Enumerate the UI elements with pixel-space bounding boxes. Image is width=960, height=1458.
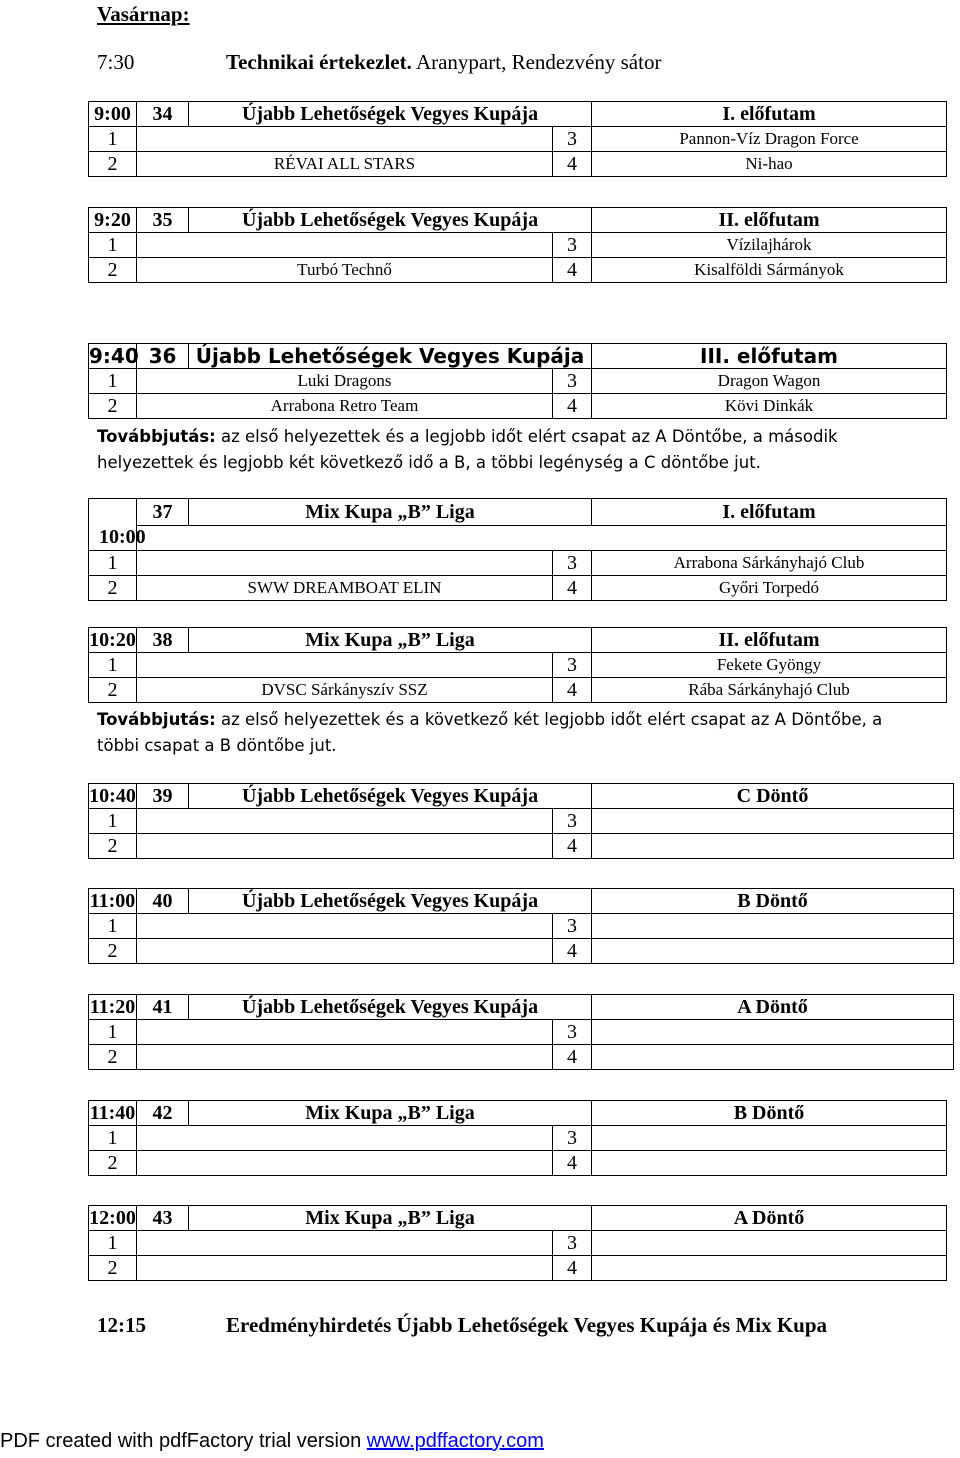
race-number: 37 (137, 499, 189, 526)
team-name (137, 551, 553, 576)
lane-number: 4 (553, 834, 592, 859)
lane-number: 2 (89, 152, 137, 177)
race-time: 9:00 (89, 102, 137, 127)
team-name (592, 809, 954, 834)
lane-number: 4 (553, 394, 592, 419)
race-cup: Újabb Lehetőségek Vegyes Kupája (189, 784, 592, 809)
team-name (137, 1231, 553, 1256)
team-name: Ni-hao (592, 152, 947, 177)
lane-number: 2 (89, 1151, 137, 1176)
lane-number: 2 (89, 394, 137, 419)
race-table (88, 627, 947, 703)
lane-number: 3 (553, 809, 592, 834)
team-name (137, 127, 553, 152)
race-time: 9:40 (89, 344, 139, 368)
team-name: Kövi Dinkák (592, 394, 947, 419)
team-name (137, 1020, 553, 1045)
team-name (592, 1126, 947, 1151)
team-name: RÉVAI ALL STARS (137, 152, 553, 177)
lane-number: 4 (553, 258, 592, 283)
closing-text: Eredményhirdetés Újabb Lehetőségek Vegyes Kupája és Mix Kupa (226, 1313, 828, 1337)
race-heat: I. előfutam (592, 499, 947, 526)
lane-number: 1 (89, 233, 137, 258)
race-number: 34 (137, 102, 189, 127)
race-heat: C Döntő (592, 784, 954, 809)
race-heat: II. előfutam (592, 628, 947, 653)
lane-number: 1 (89, 809, 137, 834)
lane-number: 4 (553, 1256, 592, 1281)
race-heat: B Döntő (592, 889, 954, 914)
team-name: Arrabona Sárkányhajó Club (592, 551, 947, 576)
race-table (88, 498, 947, 601)
team-name: Pannon-Víz Dragon Force (592, 127, 947, 152)
team-name (137, 939, 553, 964)
team-name: Turbó Technő (137, 258, 553, 283)
team-name: DVSC Sárkányszív SSZ (137, 678, 553, 703)
lane-number: 1 (89, 1020, 137, 1045)
advancement-text: az első helyezettek és a következő két legjobb időt elért csapat az A Döntőbe, a többi csapat a B döntőbe jut. (97, 710, 883, 755)
team-name (592, 1256, 947, 1281)
team-name (592, 1231, 947, 1256)
race-heat: B Döntő (592, 1101, 947, 1126)
lane-number: 3 (553, 233, 592, 258)
lane-number: 1 (89, 551, 137, 576)
team-name (137, 834, 553, 859)
race-cup: Mix Kupa „B” Liga (189, 1206, 592, 1231)
lane-number: 2 (89, 939, 137, 964)
race-heat: A Döntő (592, 1206, 947, 1231)
lane-number: 2 (89, 576, 137, 601)
team-name: Kisalföldi Sármányok (592, 258, 947, 283)
team-name (137, 809, 553, 834)
team-name (592, 1045, 954, 1070)
race-number: 36 (137, 344, 189, 369)
team-name: Vízilajhárok (592, 233, 947, 258)
race-table (88, 1100, 947, 1176)
race-time: 10:20 (89, 629, 136, 651)
opening-title: Technikai értekezlet. (226, 50, 412, 74)
lane-number: 2 (89, 1256, 137, 1281)
team-name (592, 1151, 947, 1176)
race-time: 12:00 (89, 1207, 136, 1229)
lane-number: 4 (553, 939, 592, 964)
race-spacer (137, 526, 947, 551)
race-heat: III. előfutam (592, 344, 947, 369)
race-table (88, 888, 954, 964)
race-cup: Újabb Lehetőségek Vegyes Kupája (189, 995, 592, 1020)
day-title: Vasárnap: (97, 2, 190, 26)
race-table (88, 343, 947, 419)
lane-number: 3 (553, 369, 592, 394)
lane-number: 3 (553, 653, 592, 678)
team-name (137, 233, 553, 258)
team-name (592, 1020, 954, 1045)
lane-number: 1 (89, 1126, 137, 1151)
lane-number: 4 (553, 576, 592, 601)
race-time: 11:40 (89, 1102, 136, 1124)
lane-number: 3 (553, 551, 592, 576)
advancement-text: az első helyezettek és a legjobb időt elért csapat az A Döntőbe, a második helyezettek és legjobb két következő idő a B, a többi legénység a C döntőbe jut. (97, 427, 838, 472)
team-name: Fekete Gyöngy (592, 653, 947, 678)
pdf-footer (0, 1430, 544, 1453)
team-name: Arrabona Retro Team (137, 394, 553, 419)
lane-number: 4 (553, 678, 592, 703)
race-time: 10:00 (89, 499, 137, 551)
race-time: 11:20 (89, 996, 136, 1018)
lane-number: 1 (89, 653, 137, 678)
race-heat: I. előfutam (592, 102, 947, 127)
advancement-note-1 (97, 424, 927, 476)
team-name: Rába Sárkányhajó Club (592, 678, 947, 703)
advancement-note-2 (97, 707, 927, 759)
race-cup: Mix Kupa „B” Liga (189, 628, 592, 653)
race-table (88, 207, 947, 283)
lane-number: 2 (89, 258, 137, 283)
lane-number: 3 (553, 914, 592, 939)
race-table (88, 101, 947, 177)
team-name: Luki Dragons (137, 369, 553, 394)
race-number: 39 (137, 784, 189, 809)
race-number: 38 (137, 628, 189, 653)
lane-number: 4 (553, 1045, 592, 1070)
race-time: 11:00 (89, 890, 136, 912)
lane-number: 3 (553, 1231, 592, 1256)
opening-time: 7:30 (97, 50, 135, 74)
lane-number: 1 (89, 369, 137, 394)
race-heat: II. előfutam (592, 208, 947, 233)
race-cup: Mix Kupa „B” Liga (189, 499, 592, 526)
race-number: 40 (137, 889, 189, 914)
team-name (137, 914, 553, 939)
team-name (137, 1151, 553, 1176)
lane-number: 4 (553, 1151, 592, 1176)
race-cup: Újabb Lehetőségek Vegyes Kupája (189, 889, 592, 914)
race-time: 9:20 (89, 208, 137, 233)
race-cup: Újabb Lehetőségek Vegyes Kupája (189, 344, 592, 369)
race-number: 42 (137, 1101, 189, 1126)
race-table (88, 783, 954, 859)
footer-text: PDF created with pdfFactory trial version (0, 1430, 367, 1452)
team-name: Dragon Wagon (592, 369, 947, 394)
team-name (137, 1256, 553, 1281)
race-number: 43 (137, 1206, 189, 1231)
race-cup: Mix Kupa „B” Liga (189, 1101, 592, 1126)
team-name: Győri Torpedó (592, 576, 947, 601)
lane-number: 4 (553, 152, 592, 177)
team-name (592, 939, 954, 964)
team-name: SWW DREAMBOAT ELIN (137, 576, 553, 601)
closing-time: 12:15 (97, 1313, 146, 1337)
lane-number: 3 (553, 127, 592, 152)
team-name (592, 834, 954, 859)
advancement-label: Továbbjutás: (97, 427, 216, 446)
lane-number: 2 (89, 834, 137, 859)
race-number: 41 (137, 995, 189, 1020)
team-name (137, 1045, 553, 1070)
race-cup: Újabb Lehetőségek Vegyes Kupája (189, 102, 592, 127)
race-heat: A Döntő (592, 995, 954, 1020)
lane-number: 1 (89, 914, 137, 939)
lane-number: 2 (89, 678, 137, 703)
team-name (592, 914, 954, 939)
race-table (88, 1205, 947, 1281)
team-name (137, 653, 553, 678)
race-number: 35 (137, 208, 189, 233)
team-name (137, 1126, 553, 1151)
lane-number: 2 (89, 1045, 137, 1070)
lane-number: 1 (89, 1231, 137, 1256)
opening-location: Aranypart, Rendezvény sátor (415, 50, 662, 74)
race-table (88, 994, 954, 1070)
lane-number: 3 (553, 1126, 592, 1151)
advancement-label: Továbbjutás: (97, 710, 216, 729)
lane-number: 3 (553, 1020, 592, 1045)
footer-link[interactable]: www.pdffactory.com (366, 1430, 544, 1452)
lane-number: 1 (89, 127, 137, 152)
race-time: 10:40 (89, 785, 136, 807)
race-cup: Újabb Lehetőségek Vegyes Kupája (189, 208, 592, 233)
